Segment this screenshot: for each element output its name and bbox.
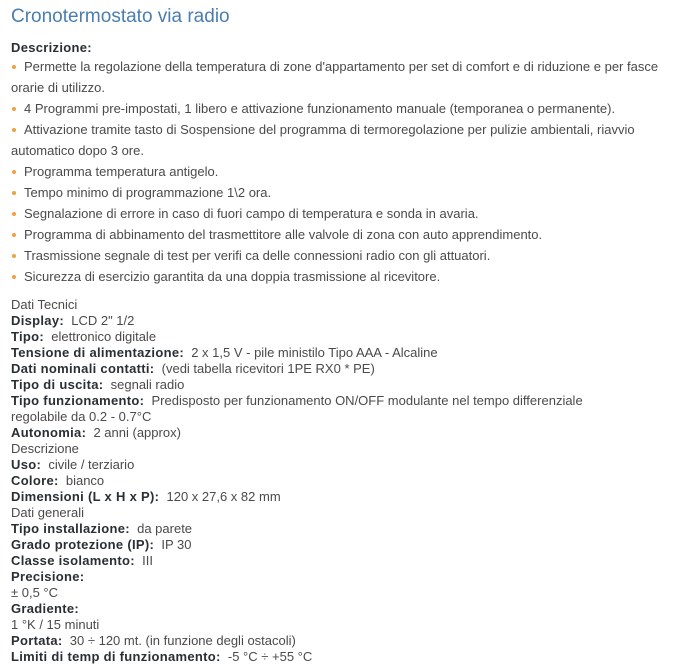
spec-autonomia: Autonomia: 2 anni (approx) xyxy=(11,425,181,440)
spec-grado-protezione: Grado protezione (IP): IP 30 xyxy=(11,537,192,552)
spec-dimensioni: Dimensioni (L x H x P): 120 x 27,6 x 82 mm xyxy=(11,489,281,504)
feature-item: Attivazione tramite tasto di Sospensione del programma di termoregolazione per pulizie ambientali, riavvio automatico dopo 3 ore. xyxy=(11,122,635,158)
spec-tipo: Tipo: elettronico digitale xyxy=(11,329,157,344)
spec-tipo-funzionamento: Tipo funzionamento: Predisposto per funzionamento ON/OFF modulante nel tempo differenziale regolabile da 0.2 - 0.7°C xyxy=(11,393,583,424)
spec-precisione-value: ± 0,5 °C xyxy=(11,585,59,600)
section-dati-generali: Dati generali xyxy=(11,505,84,520)
bullet-icon xyxy=(12,65,16,69)
section-dati-tecnici: Dati Tecnici xyxy=(11,297,78,312)
spec-limiti-temp: Limiti di temp di funzionamento: -5 °C ÷ +55 °C xyxy=(11,649,313,664)
spec-tipo-uscita: Tipo di uscita: segnali radio xyxy=(11,377,185,392)
spec-display: Display: LCD 2" 1/2 xyxy=(11,313,135,328)
bullet-icon xyxy=(12,170,16,174)
spec-tensione: Tensione di alimentazione: 2 x 1,5 V - pile ministilo Tipo AAA - Alcaline xyxy=(11,345,438,360)
bullet-icon xyxy=(12,212,16,216)
spec-dati-nominali: Dati nominali contatti: (vedi tabella ricevitori 1PE RX0 * PE) xyxy=(11,361,375,376)
feature-item: Programma di abbinamento del trasmettitore alle valvole di zona con auto apprendimento. xyxy=(11,224,689,245)
spec-colore: Colore: bianco xyxy=(11,473,105,488)
bullet-icon xyxy=(12,275,16,279)
spec-gradiente-label: Gradiente: xyxy=(11,601,80,616)
description-heading: Descrizione: xyxy=(11,40,92,55)
section-descrizione: Descrizione xyxy=(11,441,79,456)
feature-item: 4 Programmi pre-impostati, 1 libero e attivazione funzionamento manuale (temporanea o permanente). xyxy=(11,98,689,119)
bullet-icon xyxy=(12,233,16,237)
spec-classe-isolamento: Classe isolamento: III xyxy=(11,553,153,568)
specifications xyxy=(11,297,689,665)
spec-tipo-installazione: Tipo installazione: da parete xyxy=(11,521,193,536)
spec-portata: Portata: 30 ÷ 120 mt. (in funzione degli ostacoli) xyxy=(11,633,296,648)
feature-item: Segnalazione di errore in caso di fuori campo di temperatura e sonda in avaria. xyxy=(11,203,689,224)
feature-list xyxy=(11,56,689,287)
bullet-icon xyxy=(12,191,16,195)
feature-item: Trasmissione segnale di test per verifi ca delle connessioni radio con gli attuatori. xyxy=(11,245,689,266)
spec-uso: Uso: civile / terziario xyxy=(11,457,135,472)
feature-item: Programma temperatura antigelo. xyxy=(11,161,689,182)
feature-item: Tempo minimo di programmazione 1\2 ora. xyxy=(11,182,689,203)
bullet-icon xyxy=(12,107,16,111)
spec-gradiente-value: 1 °K / 15 minuti xyxy=(11,617,100,632)
spec-precisione-label: Precisione: xyxy=(11,569,85,584)
feature-item: Sicurezza di esercizio garantita da una doppia trasmissione al ricevitore. xyxy=(11,266,689,287)
bullet-icon xyxy=(12,254,16,258)
bullet-icon xyxy=(12,128,16,132)
page-title: Cronotermostato via radio xyxy=(11,6,230,27)
feature-item: Permette la regolazione della temperatura di zone d'appartamento per set di comfort e di riduzione e per fasce orarie di utilizzo. xyxy=(11,59,659,95)
